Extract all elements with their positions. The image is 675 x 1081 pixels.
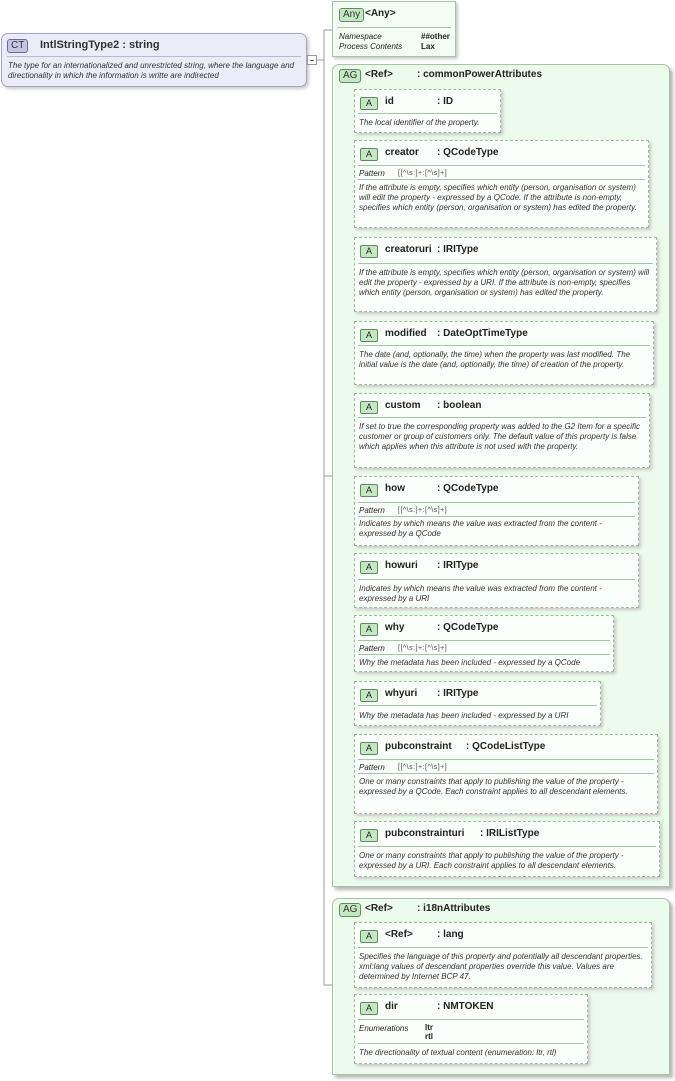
attribute-badge: A <box>360 561 378 574</box>
attribute-type: : DateOptTimeType <box>437 328 528 339</box>
attribute-description: Indicates by which means the value was extracted from the content - expressed by a URI <box>359 584 602 603</box>
attribute-group-name: : i18nAttributes <box>417 903 491 914</box>
enumeration-value: ltr <box>425 1023 433 1032</box>
attribute-whyuri <box>354 681 601 726</box>
enumerations-label: Enumerations <box>359 1024 409 1033</box>
attribute-description: If set to true the corresponding property was added to the G2 Item for a specific customer or group of customers only. The default value of this property is false which applies when this attribute is not used with the property. <box>359 422 641 451</box>
attribute-description: Why the metadata has been included - expressed by a QCode <box>359 658 581 667</box>
attribute-type: : NMTOKEN <box>437 1001 494 1012</box>
attribute-description: Why the metadata has been included - expressed by a URI <box>359 711 569 720</box>
attribute-badge: A <box>360 148 378 161</box>
attribute-how <box>354 476 639 546</box>
attribute-group-badge: AG <box>339 69 361 83</box>
attribute-type: : ID <box>437 96 454 107</box>
attribute-name: pubconstrainturi <box>385 828 465 839</box>
attribute-type: : lang <box>437 929 464 940</box>
any-title: <Any> <box>365 8 396 19</box>
attribute-type: : boolean <box>437 400 482 411</box>
pattern-value: [[^\s:]+:[^\s]+] <box>398 507 448 514</box>
attribute-dir <box>354 994 588 1064</box>
attribute-type: : QCodeType <box>437 483 499 494</box>
attribute-group-ref: <Ref> <box>365 69 393 80</box>
any-badge: Any <box>339 8 364 22</box>
attribute-description: If the attribute is empty, specifies which entity (person, organisation or system) will edit the property - expressed by a URI. If the attribute is non-empty, specifies which entity (person, organisation or system) has edited the property. <box>359 268 650 297</box>
attribute-pubconstraint <box>354 734 658 814</box>
pattern-label: Pattern <box>359 763 385 772</box>
attribute-name: howuri <box>385 560 418 571</box>
attribute-creatoruri <box>354 237 657 312</box>
attribute-badge: A <box>360 930 378 943</box>
attribute-description: One or many constraints that apply to publishing the value of the property - expressed by a QCode. Each constraint applies to all descendant elements. <box>359 777 628 796</box>
attribute-name: <Ref> <box>385 929 413 940</box>
attribute-type: : IRIType <box>437 244 479 255</box>
attribute-name: why <box>385 622 405 633</box>
attribute-description: Indicates by which means the value was extracted from the content - expressed by a QCode <box>359 519 602 538</box>
attribute-name: id <box>385 96 394 107</box>
attribute-name: custom <box>385 400 421 411</box>
attribute-name: dir <box>385 1001 398 1012</box>
attribute-description: One or many constraints that apply to publishing the value of the property - expressed by a URI. Each constraint applies to all descendant elements. <box>359 851 624 870</box>
attribute-name: creator <box>385 147 419 158</box>
attribute-type: : QCodeType <box>437 622 499 633</box>
attribute-pubconstrainturi <box>354 821 660 877</box>
attribute-name: creatoruri <box>385 244 432 255</box>
complex-type-box <box>1 33 307 87</box>
attribute-badge: A <box>360 742 378 755</box>
attribute-type: : QCodeType <box>437 147 499 158</box>
attribute-badge: A <box>360 97 378 110</box>
pattern-label: Pattern <box>359 644 385 653</box>
pattern-value: [[^\s:]+:[^\s]+] <box>398 764 448 771</box>
namespace-value: ##other <box>421 32 450 41</box>
process-contents-value: Lax <box>421 42 435 51</box>
attribute-type: : IRIType <box>437 688 479 699</box>
attribute-name: pubconstraint <box>385 741 452 752</box>
attribute-group-badge: AG <box>339 903 361 917</box>
attribute-group-name: : commonPowerAttributes <box>417 69 543 80</box>
pattern-label: Pattern <box>359 506 385 515</box>
attribute-type: : IRIType <box>437 560 479 571</box>
complex-type-description: The type for an internationalized and unrestricted string, where the language and directionality in which the information is writte are indirected <box>8 61 294 80</box>
attribute-badge: A <box>360 689 378 702</box>
attribute-badge: A <box>360 829 378 842</box>
attribute-description: If the attribute is empty, specifies which entity (person, organisation or system) will edit the property - expressed by a QCode. If the attribute is non-empty, specifies which entity (person, organisation or system) has edited the property. <box>359 183 637 212</box>
attribute-badge: A <box>360 245 378 258</box>
complex-type-title: IntlStringType2 : string <box>40 39 160 51</box>
attribute-description: Specifies the language of this property and potentially all descendant properties. xml:lang values of descendant properties override this value. Values are determined by Internet BCP 47. <box>359 952 643 981</box>
attribute-name: how <box>385 483 405 494</box>
attribute-name: whyuri <box>385 688 418 699</box>
attribute-type: : QCodeListType <box>466 741 546 752</box>
complex-type-badge: CT <box>7 39 28 53</box>
attribute-description: The directionality of textual content (enumeration: ltr, rtl) <box>359 1048 557 1057</box>
attribute-badge: A <box>360 329 378 342</box>
attribute-modified <box>354 321 654 385</box>
attribute-custom <box>354 393 650 468</box>
namespace-label: Namespace <box>339 32 382 41</box>
attribute-badge: A <box>360 623 378 636</box>
attribute-description: The date (and, optionally, the time) when the property was last modified. The initial value is the date (and, optionally, the time) of creation of the property. <box>359 350 631 369</box>
pattern-label: Pattern <box>359 169 385 178</box>
attribute-group-ref: <Ref> <box>365 903 393 914</box>
attribute-lang <box>354 922 652 988</box>
sequence-compositor-icon <box>307 55 317 65</box>
attribute-creator <box>354 140 649 228</box>
pattern-value: [[^\s:]+:[^\s]+] <box>398 645 448 652</box>
attribute-howuri <box>354 553 639 608</box>
pattern-value: [[^\s:]+:[^\s]+] <box>398 170 448 177</box>
process-contents-label: Process Contents <box>339 42 403 51</box>
attribute-badge: A <box>360 1002 378 1015</box>
attribute-name: modified <box>385 328 427 339</box>
enumeration-value: rtl <box>425 1032 433 1041</box>
attribute-badge: A <box>360 484 378 497</box>
attribute-why <box>354 615 614 672</box>
attribute-id <box>354 89 501 133</box>
attribute-description: The local identifier of the property. <box>359 118 480 127</box>
any-element-box <box>332 1 456 57</box>
attribute-badge: A <box>360 401 378 414</box>
attribute-type: : IRIListType <box>480 828 540 839</box>
